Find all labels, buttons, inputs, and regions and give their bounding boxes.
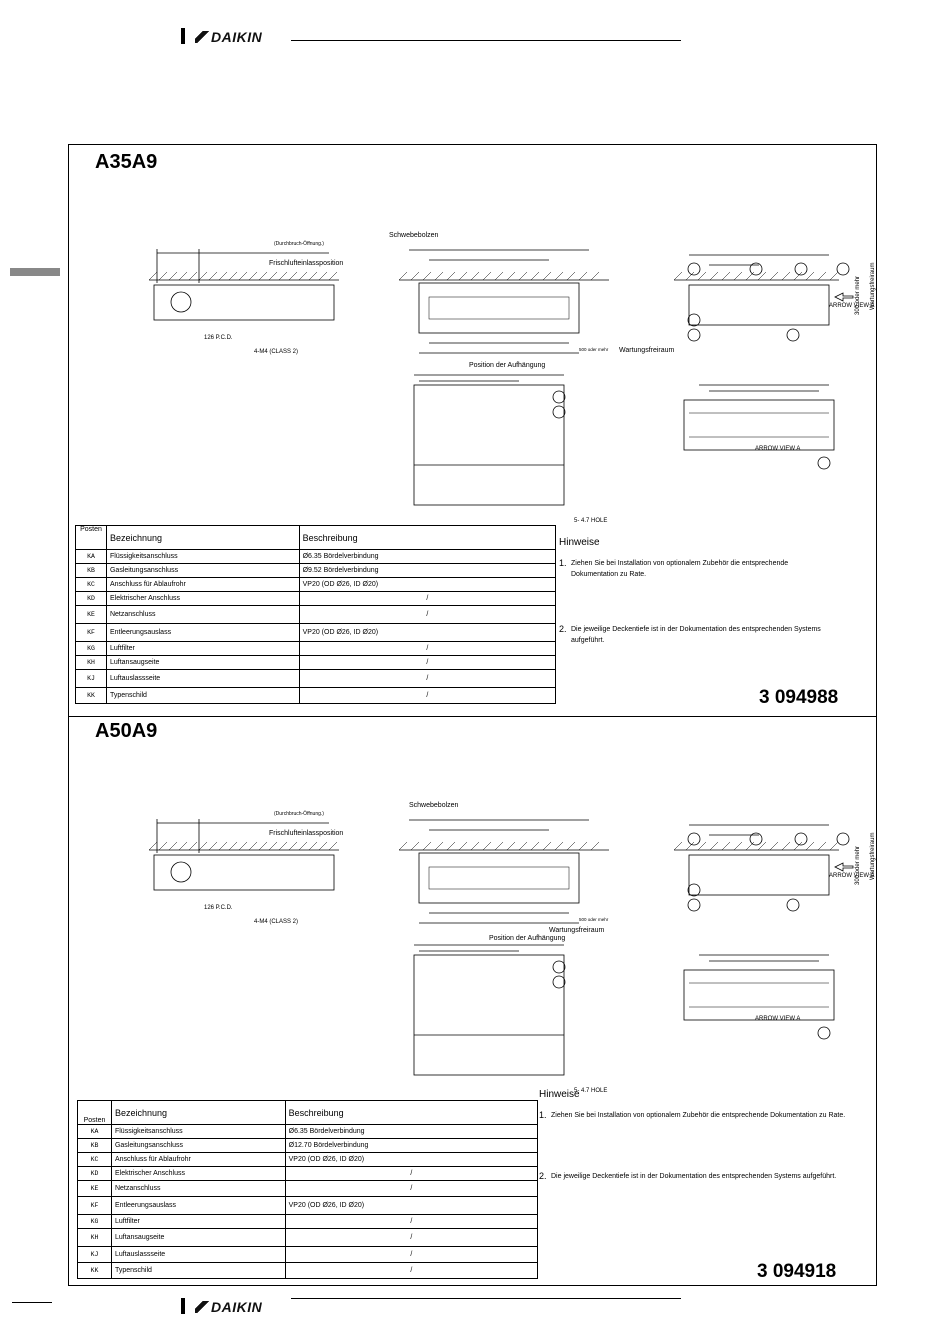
row-name: Netzanschluss — [106, 606, 299, 624]
note-number: 2. — [539, 1171, 547, 1181]
row-desc: / — [285, 1229, 537, 1247]
row-name: Luftansaugseite — [111, 1229, 285, 1247]
row-code: KF — [76, 624, 107, 642]
row-code: KF — [78, 1197, 112, 1215]
row-desc: / — [299, 592, 555, 606]
table-row — [78, 1247, 538, 1263]
note-item — [559, 558, 834, 580]
note-item — [559, 624, 834, 646]
page-footer — [181, 1298, 681, 1318]
note-number: 1. — [539, 1110, 547, 1120]
row-code: KE — [76, 606, 107, 624]
table-row — [78, 1181, 538, 1197]
unit-arrow-view — [684, 970, 834, 1020]
label-fresh-air: Frischlufteinlassposition — [269, 260, 344, 267]
unit-arrow-view — [684, 400, 834, 450]
brand-name: DAIKIN — [211, 1299, 263, 1315]
table-row — [78, 1125, 538, 1139]
label-knockout: (Durchbruch-Öffnung.) — [274, 811, 324, 817]
label-pcd: 126 P.C.D. — [204, 335, 233, 341]
table-row — [76, 564, 556, 578]
fresh-air-port — [171, 292, 191, 312]
table-row — [76, 688, 556, 704]
row-name: Gasleitungsanschluss — [111, 1139, 285, 1153]
arrow-a-icon — [835, 293, 853, 301]
note-item — [539, 1110, 869, 1121]
row-desc: Ø6.35 Bördelverbindung — [285, 1125, 537, 1139]
model-title: A50A9 — [95, 720, 158, 742]
table-row — [78, 1153, 538, 1167]
row-name: Typenschild — [111, 1263, 285, 1279]
table-row — [78, 1229, 538, 1247]
row-desc: / — [285, 1215, 537, 1229]
row-code: KJ — [78, 1247, 112, 1263]
header-bar — [181, 28, 185, 44]
footer-left-rule — [12, 1302, 52, 1303]
row-code: KK — [76, 688, 107, 704]
daikin-logo-icon — [195, 31, 209, 43]
row-name: Anschluss für Ablaufrohr — [106, 578, 299, 592]
row-code: KA — [76, 550, 107, 564]
note-text: Ziehen Sie bei Installation von optionalem Zubehör die entsprechende Dokumentation zu Rate. — [571, 560, 789, 578]
note-item — [539, 1171, 869, 1182]
label-hole: 5- 4.7 HOLE — [574, 1088, 608, 1094]
row-name: Netzanschluss — [111, 1181, 285, 1197]
label-suspension: Position der Aufhängung — [469, 362, 546, 369]
label-hanger-bolt: Schwebebolzen — [409, 802, 459, 809]
row-desc: / — [299, 688, 555, 704]
label-min-500: 500 oder mehr — [579, 347, 609, 352]
row-name: Flüssigkeitsanschluss — [106, 550, 299, 564]
brand-logo — [195, 29, 262, 45]
page-header — [181, 28, 681, 48]
row-desc: Ø9.52 Bördelverbindung — [299, 564, 555, 578]
row-code: KB — [76, 564, 107, 578]
row-code: KH — [78, 1229, 112, 1247]
row-name: Luftfilter — [106, 642, 299, 656]
col-bezeichnung: Bezeichnung — [111, 1101, 285, 1125]
row-code: KC — [78, 1153, 112, 1167]
table-row — [76, 606, 556, 624]
label-service-min: 300 oder mehr — [855, 275, 861, 315]
label-min-500: 500 oder mehr — [579, 917, 609, 922]
label-service-space: Wartungsfreiraum — [549, 927, 605, 934]
label-service-space: Wartungsfreiraum — [619, 347, 675, 354]
row-desc: VP20 (OD Ø26, ID Ø20) — [299, 624, 555, 642]
row-name: Luftauslassseite — [111, 1247, 285, 1263]
row-desc: VP20 (OD Ø26, ID Ø20) — [285, 1197, 537, 1215]
col-beschreibung: Beschreibung — [285, 1101, 537, 1125]
footer-rule — [291, 1298, 681, 1299]
unit-front-view — [419, 853, 579, 903]
fresh-air-port — [171, 862, 191, 882]
label-knockout: (Durchbruch-Öffnung.) — [274, 241, 324, 247]
row-code: KG — [78, 1215, 112, 1229]
row-name: Entleerungsauslass — [111, 1197, 285, 1215]
table-row — [78, 1139, 538, 1153]
row-desc: / — [285, 1181, 537, 1197]
note-text: Die jeweilige Deckentiefe ist in der Dokumentation des entsprechenden Systems aufgeführt. — [551, 1173, 837, 1180]
section-divider — [69, 716, 876, 717]
row-code: KH — [76, 656, 107, 670]
model-title: A35A9 — [95, 151, 158, 173]
row-desc: / — [285, 1247, 537, 1263]
document-number: 3 094988 — [759, 687, 839, 708]
footer-bar — [181, 1298, 185, 1314]
row-desc: / — [299, 656, 555, 670]
col-beschreibung: Beschreibung — [299, 526, 555, 550]
label-m4: 4-M4 (CLASS 2) — [254, 349, 299, 355]
label-arrow-view-a: ARROW VIEW A — [755, 1016, 801, 1022]
document-number: 3 094918 — [757, 1261, 837, 1282]
header-rule — [291, 40, 681, 41]
row-desc: VP20 (OD Ø26, ID Ø20) — [285, 1153, 537, 1167]
notes-title: Hinweise — [539, 1089, 580, 1100]
row-code: KE — [78, 1181, 112, 1197]
label-suspension: Position der Aufhängung — [489, 935, 566, 942]
drawing-svg — [129, 795, 876, 1095]
row-desc: / — [285, 1167, 537, 1181]
row-desc: / — [299, 642, 555, 656]
note-text: Die jeweilige Deckentiefe ist in der Dokumentation des entsprechenden Systems aufgeführt. — [571, 626, 821, 644]
label-service-top: Wartungsfreiraum — [870, 832, 876, 880]
notes-block — [559, 537, 834, 690]
row-name: Luftfilter — [111, 1215, 285, 1229]
row-name: Anschluss für Ablaufrohr — [111, 1153, 285, 1167]
chapter-tab — [10, 268, 60, 276]
row-name: Elektrischer Anschluss — [111, 1167, 285, 1181]
row-desc: / — [299, 670, 555, 688]
table-row — [78, 1215, 538, 1229]
unit-end-view — [689, 285, 829, 325]
row-desc: Ø6.35 Bördelverbindung — [299, 550, 555, 564]
row-code: KD — [78, 1167, 112, 1181]
arrow-a-icon — [835, 863, 853, 871]
row-name: Gasleitungsanschluss — [106, 564, 299, 578]
drawing-frame — [68, 144, 877, 1286]
row-name: Entleerungsauslass — [106, 624, 299, 642]
label-arrow-view-a: ARROW VIEW A — [755, 446, 801, 452]
row-name: Luftauslassseite — [106, 670, 299, 688]
table-row — [76, 550, 556, 564]
notes-block — [539, 1089, 869, 1226]
label-hole: 5- 4.7 HOLE — [574, 518, 608, 524]
parts-table — [75, 525, 556, 704]
col-posten: Posten — [76, 526, 107, 550]
notes-title: Hinweise — [559, 537, 600, 548]
label-fresh-air: Frischlufteinlassposition — [269, 830, 344, 837]
row-code: KJ — [76, 670, 107, 688]
label-service-min: 300 oder mehr — [855, 845, 861, 885]
row-code: KK — [78, 1263, 112, 1279]
table-row — [76, 578, 556, 592]
table-row — [76, 642, 556, 656]
row-code: KB — [78, 1139, 112, 1153]
table-row — [76, 656, 556, 670]
label-hanger-bolt: Schwebebolzen — [389, 232, 439, 239]
row-desc: VP20 (OD Ø26, ID Ø20) — [299, 578, 555, 592]
row-desc: Ø12.70 Bördelverbindung — [285, 1139, 537, 1153]
label-service-top: Wartungsfreiraum — [870, 262, 876, 310]
brand-logo — [195, 1299, 262, 1315]
technical-drawing — [129, 225, 876, 525]
label-arrow-a: ARROW VIEW A — [829, 873, 875, 879]
table-row — [76, 592, 556, 606]
row-code: KG — [76, 642, 107, 656]
row-name: Flüssigkeitsanschluss — [111, 1125, 285, 1139]
table-row — [76, 670, 556, 688]
row-name: Typenschild — [106, 688, 299, 704]
row-desc: / — [285, 1263, 537, 1279]
table-row — [78, 1197, 538, 1215]
table-row — [78, 1167, 538, 1181]
table-row — [76, 624, 556, 642]
unit-front-view — [419, 283, 579, 333]
unit-side-view — [154, 285, 334, 320]
parts-table — [77, 1100, 538, 1279]
row-name: Luftansaugseite — [106, 656, 299, 670]
unit-plan-view — [414, 955, 564, 1075]
unit-end-view — [689, 855, 829, 895]
row-code: KD — [76, 592, 107, 606]
note-number: 1. — [559, 558, 567, 568]
daikin-logo-icon — [195, 1301, 209, 1313]
col-bezeichnung: Bezeichnung — [106, 526, 299, 550]
unit-side-view — [154, 855, 334, 890]
col-posten: Posten — [78, 1101, 112, 1125]
ceiling-hatch — [149, 272, 337, 280]
row-code: KA — [78, 1125, 112, 1139]
unit-plan-view — [414, 385, 564, 505]
technical-drawing — [129, 795, 876, 1095]
drawing-svg — [129, 225, 876, 525]
label-pcd: 126 P.C.D. — [204, 905, 233, 911]
note-text: Ziehen Sie bei Installation von optionalem Zubehör die entsprechende Dokumentation zu Rate. — [551, 1112, 846, 1119]
note-number: 2. — [559, 624, 567, 634]
label-arrow-a: ARROW VIEW A — [829, 303, 875, 309]
label-m4: 4-M4 (CLASS 2) — [254, 919, 299, 925]
row-code: KC — [76, 578, 107, 592]
row-name: Elektrischer Anschluss — [106, 592, 299, 606]
brand-name: DAIKIN — [211, 29, 263, 45]
table-row — [78, 1263, 538, 1279]
row-desc: / — [299, 606, 555, 624]
